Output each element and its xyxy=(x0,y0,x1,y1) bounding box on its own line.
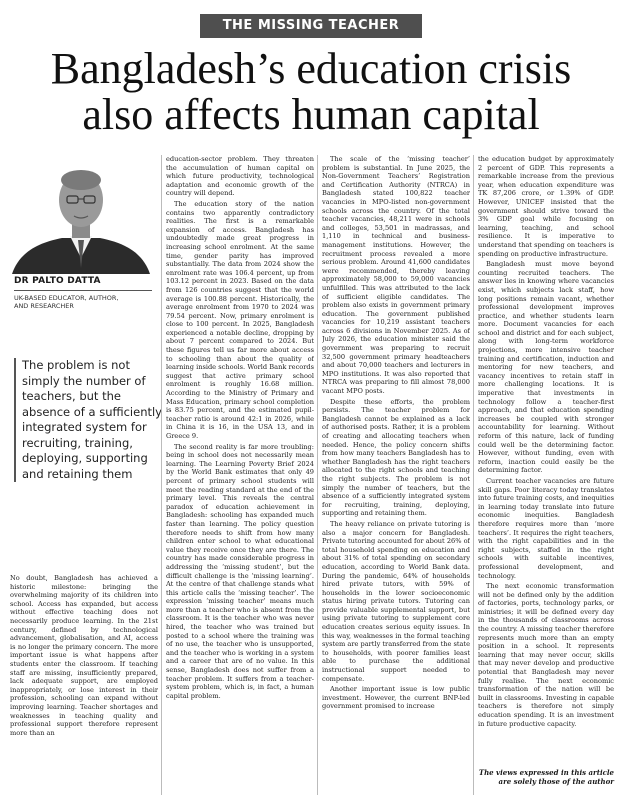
article-column-1 xyxy=(10,574,158,794)
disclaimer xyxy=(478,768,614,786)
column-divider xyxy=(161,155,162,795)
author-name: DR PALTO DATTA xyxy=(14,276,101,286)
author-photo xyxy=(12,158,150,274)
author-description-line-1: UK-BASED EDUCATOR, AUTHOR, xyxy=(14,294,119,302)
paragraph: the education budget by approximately 2 percent of GDP. This represents a remarkable increase from the previous year, when education expenditure was TK 87,206 crore, or 1.39% of GDP. However, UNICEF insisted that the government should strive toward the 3% GDP goal while focusing on learning, teaching, and school resilience. It is imperative to understand that spending on teachers is spending on productive infrastructure. xyxy=(478,155,614,258)
paragraph: The education story of the nation contains two apparently contradictory realities. The first is a remarkable expansion of access. Bangladesh has undoubtedly made great progress in increasing school enrolment. At the same time, gender parity has improved substantially. The data from 2024 show the enrolment rate was 106.4 percent, up from 103.12 percent in 2023. Based on the data from 126 countries suggest that the world average is 100.88 percent. Historically, the average enrolment from 1970 to 2024 was 79.54 percent. Now, primary enrolment is close to 100 percent. In 2025, Bangladesh experienced a notable decline, dropping by about 7 percent compared to 2024. But these figures tell us far more about access to schooling than about the quality of learning inside schools. World Bank records suggest that active primary school enrolment is roughly 16.68 million. According to the Ministry of Primary and Mass Education, primary school completion is 83.75 percent, and the estimated pupil-teacher ratio is around 42:1 in 2026, while in China it is 16, in the USA 13, and in Greece 9. xyxy=(166,199,314,440)
author-portrait-icon xyxy=(12,158,150,274)
headline-line-2: also affects human capital xyxy=(82,90,540,139)
byline-divider xyxy=(14,290,152,291)
column-divider xyxy=(473,155,474,795)
paragraph: The next economic transformation will not be defined only by the addition of factories, ports, technology parks, or ministries; it will be defined every day in the thousands of classrooms across the country. A missing teacher therefore represents much more than an empty position in a school. It represents learning that may never occur, skills that may never develop and productive potential that Bangladesh may never fully realise. The next economic transformation of the nation will be built in classrooms. Investing in capable teachers is therefore not simply education spending. It is an investment in future productive capacity. xyxy=(478,582,614,728)
headline-line-1: Bangladesh’s education crisis xyxy=(50,44,572,93)
paragraph: The second reality is far more troubling: being in school does not necessarily mean learning. The Learning Poverty Brief 2024 by the World Bank estimates that only 49 percent of primary school students will meet the reading standard at the end of the primary level. This reveals the central paradox of education achievement in Bangladesh: schooling has expanded much faster than learning. The policy question therefore needs to shift from how many children enter school to what educational value they receive once they are there. The country has made considerable progress in addressing the ‘missing student’, but the difficult challenge is the ‘missing learning’. At the centre of that challenge stands what this article calls the ‘missing teacher’. The expression ‘missing teacher’ means much more than a teacher who is absent from the classroom. It is the teacher who was never hired, the teacher who was trained but posted to a school where the training was of no use, the teacher who is unsupported, and the teacher who is working in a system and a career that are of no value. In this sense, Bangladesh does not suffer from a teacher problem. It suffers from a teacher-system problem, which is, in fact, a human capital problem. xyxy=(166,442,314,700)
author-description xyxy=(14,294,154,310)
paragraph: Despite these efforts, the problem persists. The teacher problem for Bangladesh cannot be explained as a lack of authorised posts. Rather, it is a problem of creating and allocating teachers when needed. Hence, the policy concern shifts from how many teachers Bangladesh has to whether Bangladesh has the right teachers allocated to the right schools and teaching the right subjects. The problem is not simply the number of teachers, but the absence of a sufficiently integrated system for recruiting, training, deploying, supporting and retaining them. xyxy=(322,397,470,518)
article-column-2 xyxy=(166,155,314,793)
article-column-4 xyxy=(478,155,614,765)
paragraph: Current teacher vacancies are future skill gaps. Poor literacy today translates into future training costs, and inequities in learning today translate into future economic inequities. Bangladesh therefore requires more than ‘more teachers’. It requires the right teachers, with the right capabilities and in the right subjects, staffed in the right schools with suitable incentives, professional development, and technology. xyxy=(478,476,614,580)
column-divider xyxy=(317,155,318,795)
headline xyxy=(10,46,612,138)
paragraph: The scale of the ‘missing teacher’ problem is substantial. In June 2025, the Non-Government Teachers’ Registration and Certification Authority (NTRCA) in Bangladesh stated 100,822 teacher vacancies in MPO-listed non-government schools across the country. Of the total teacher vacancies, 48,211 were in schools and colleges, 53,501 in madrassas, and 1,110 in technical and business-management institutions. However, the recruitment process revealed a more serious problem. Around 41,600 candidates were recommended, thereby leaving approximately 58,000 to 59,000 vacancies unfulfilled. This was attributed to the lack of sufficient eligible candidates. The problem also exists in government primary education. The government published vacancies for 10,219 assistant teachers across 6 divisions in November 2025. As of July 2026, the education minister said the government was preparing to recruit 32,500 government primary headteachers and about 70,000 teachers and lecturers in MPO institutions. It was also reported that NTRCA was preparing to fill almost 78,000 vacant MPO posts. xyxy=(322,155,470,396)
section-kicker: THE MISSING TEACHER xyxy=(200,14,422,38)
article-column-3 xyxy=(322,155,470,793)
disclaimer-line-1: The views expressed in this article xyxy=(478,768,614,777)
author-description-line-2: AND RESEARCHER xyxy=(14,302,74,310)
paragraph: The heavy reliance on private tutoring is also a major concern for Bangladesh. Private tutoring accounted for about 26% of total household spending on education and about 31% of total spending on secondary education, according to World Bank data. During the pandemic, 64% of households hired private tutors, with 59% of households in the lower socioeconomic status hiring private tutors. Tutoring can provide valuable supplemental support, but using private tutoring to supplement core education creates serious equity issues. In this way, weaknesses in the formal teaching system are partly transferred from the state to households, with poorer families least able to purchase the additional instructional support needed to compensate. xyxy=(322,519,470,683)
disclaimer-line-2: are solely those of the author xyxy=(498,777,614,786)
byline xyxy=(14,276,154,310)
paragraph: education-sector problem. They threaten the accumulation of human capital on which future productivity, technological adaptation and economic growth of the country will depend. xyxy=(166,155,314,198)
paragraph: Another important issue is low public investment. However, the current BNP-led government promised to increase xyxy=(322,685,470,711)
pull-quote: The problem is not simply the number of teachers, but the absence of a sufficiently integrated system for recruiting, training, deploying, supporting and retaining them xyxy=(14,358,162,482)
paragraph: Bangladesh must move beyond counting recruited teachers. The answer lies in knowing where vacancies exist, which subjects lack staff, how long positions remain vacant, whether professional development improves practice, and whether students learn more. Document vacancies for each school and district and for each subject, along with long-term workforce projections, more intensive teacher training and certification, induction and mentoring for new teachers, and vacancy incentives to retain staff in more challenging locations. It is imperative that investments in technology follow a teacher-first approach, and that education spending increases be coupled with stronger accountability for learning. Without reform of this nature, lack of funding could well be the determining factor. However, without funding, even with reform, inaction could easily be the determining factor. xyxy=(478,260,614,475)
paragraph: No doubt, Bangladesh has achieved a historic milestone: bringing the overwhelming majority of its children into school. Access has expanded, but access without effective teaching does not necessarily produce learning. In the 21st century, defined by technological advancement, globalisation, and AI, access is no longer the primary concern. The more important issue is what happens after students enter the classroom. If teaching staff are missing, insufficiently prepared, lack adequate support, are employed inappropriately, or lose interest in their profession, schooling can expand without improving learning. Teacher shortages and weaknesses in teaching quality and professional support therefore represent more than an xyxy=(10,574,158,737)
